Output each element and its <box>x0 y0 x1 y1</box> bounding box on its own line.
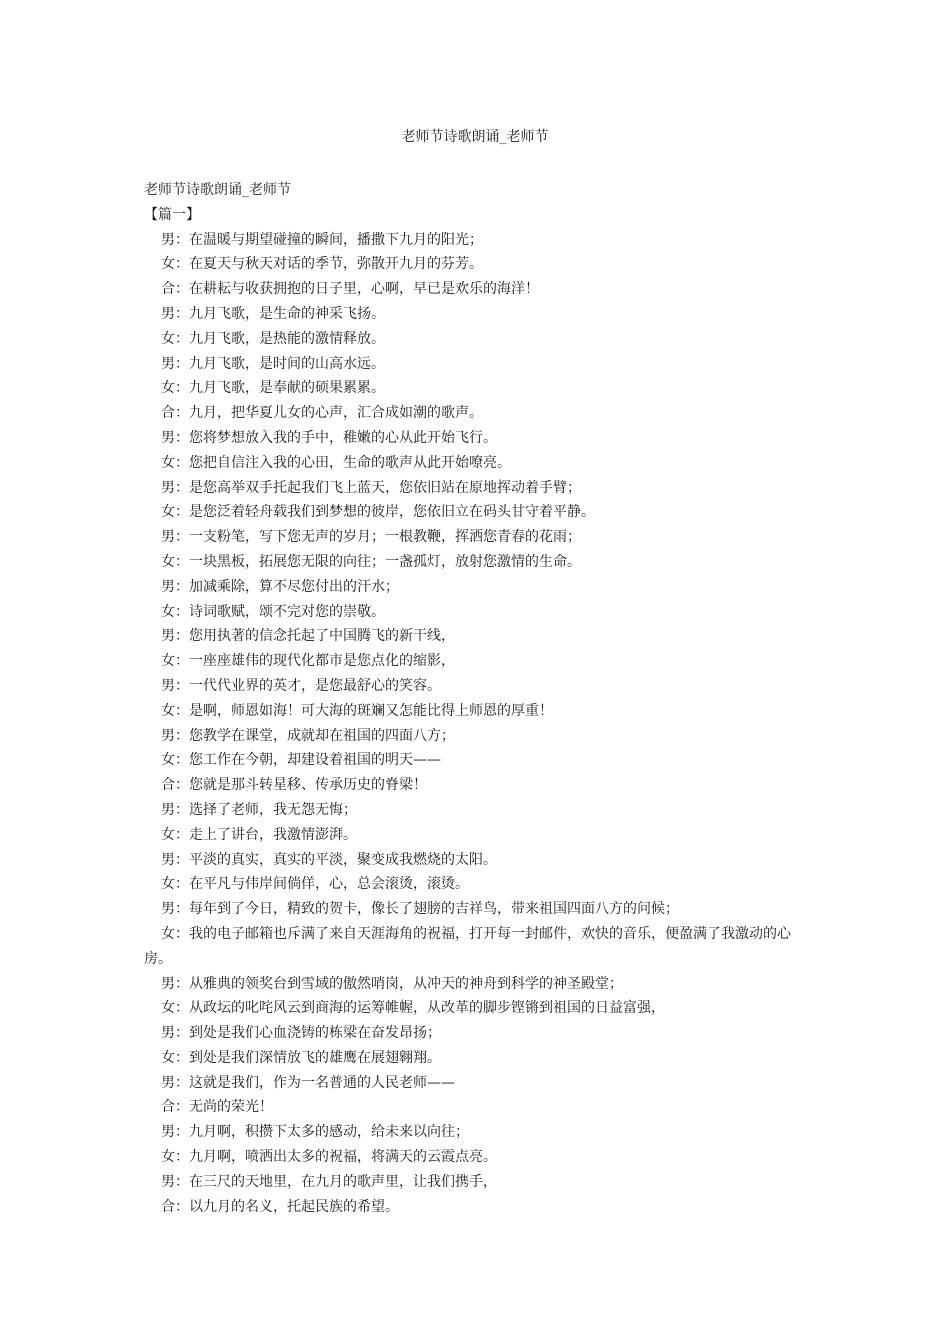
poem-line: 男：到处是我们心血浇铸的栋梁在奋发昂扬； <box>161 1025 441 1042</box>
poem-line: 男：您用执著的信念托起了中国腾飞的新干线， <box>161 628 455 645</box>
poem-line: 合：在耕耘与收获拥抱的日子里，心啊，早已是欢乐的海洋！ <box>161 281 539 298</box>
poem-line: 女：九月啊，喷洒出太多的祝福，将满天的云霞点亮。 <box>161 1149 497 1166</box>
poem-line: 男：一代代业界的英才，是您最舒心的笑容。 <box>161 677 441 694</box>
poem-line: 女：走上了讲台，我激情澎湃。 <box>161 826 357 843</box>
poem-line: 女：在平凡与伟岸间倘佯，心，总会滚烫，滚烫。 <box>161 876 469 893</box>
poem-line: 男：在三尺的天地里，在九月的歌声里，让我们携手， <box>161 1173 497 1190</box>
poem-line: 女：从政坛的叱咤风云到商海的运筹帷幄，从改革的脚步铿锵到祖国的日益富强， <box>161 1000 665 1017</box>
poem-line: 合：无尚的荣光！ <box>161 1099 273 1116</box>
poem-line: 男：九月飞歌，是生命的神采飞扬。 <box>161 305 385 322</box>
poem-line: 男：您将梦想放入我的手中，稚嫩的心从此开始飞行。 <box>161 429 497 446</box>
poem-line: 男：一支粉笔，写下您无声的岁月；一根教鞭，挥洒您青春的花雨； <box>161 529 581 546</box>
poem-lines <box>144 228 814 1220</box>
section-label: 【篇一】 <box>144 206 200 223</box>
poem-line: 男：在温暖与期望碰撞的瞬间，播撒下九月的阳光； <box>161 231 483 248</box>
document-title: 老师节诗歌朗诵_老师节 <box>401 129 549 145</box>
poem-line: 女：您工作在今朝，却建设着祖国的明天—— <box>161 752 441 769</box>
poem-line: 男：加减乘除，算不尽您付出的汗水； <box>161 578 399 595</box>
document-body <box>144 178 814 1219</box>
poem-line: 男：选择了老师，我无怨无悔； <box>161 801 357 818</box>
poem-line: 男：九月啊，积攒下太多的感动，给未来以向往； <box>161 1124 469 1141</box>
poem-line: 女：是啊，师恩如海！可大海的斑斓又怎能比得上师恩的厚重！ <box>161 702 553 719</box>
poem-line: 女：是您泛着轻舟载我们到梦想的彼岸，您依旧立在码头甘守着平静。 <box>161 504 595 521</box>
poem-line: 男：九月飞歌，是时间的山高水远。 <box>161 355 385 372</box>
poem-line: 女：一座座雄伟的现代化都市是您点化的缩影， <box>161 653 455 670</box>
poem-line: 合：您就是那斗转星移、传承历史的脊梁！ <box>161 777 427 794</box>
poem-line: 合：以九月的名义，托起民族的希望。 <box>161 1198 399 1215</box>
poem-line: 女：九月飞歌，是热能的激情释放。 <box>161 330 385 347</box>
poem-line: 女：九月飞歌，是奉献的硕果累累。 <box>161 380 385 397</box>
poem-line: 女：您把自信注入我的心田，生命的歌声从此开始嘹亮。 <box>161 454 511 471</box>
poem-line: 女：诗词歌赋，颂不完对您的崇敬。 <box>161 603 385 620</box>
poem-line: 男：从雅典的领奖台到雪域的傲然哨岗，从冲天的神舟到科学的神圣殿堂； <box>161 975 623 992</box>
poem-line: 男：每年到了今日，精致的贺卡，像长了翅膀的吉祥鸟，带来祖国四面八方的问候； <box>161 901 679 918</box>
poem-line: 男：平淡的真实，真实的平淡，聚变成我燃烧的太阳。 <box>161 851 497 868</box>
poem-line: 男：是您高举双手托起我们飞上蓝天，您依旧站在原地挥动着手臂； <box>161 479 581 496</box>
poem-line: 女：我的电子邮箱也斥满了来自天涯海角的祝福，打开每一封邮件，欢快的音乐，便盈满了我激动的心房。 <box>144 925 791 967</box>
poem-line: 男：您教学在课堂，成就却在祖国的四面八方； <box>161 727 455 744</box>
poem-line: 合：九月，把华夏儿女的心声，汇合成如潮的歌声。 <box>161 405 483 422</box>
poem-line: 女：在夏天与秋天对话的季节，弥散开九月的芬芳。 <box>161 256 483 273</box>
poem-line: 男：这就是我们，作为一名普通的人民老师—— <box>161 1074 455 1091</box>
document-subtitle: 老师节诗歌朗诵_老师节 <box>144 182 291 198</box>
poem-line: 女：到处是我们深情放飞的雄鹰在展翅翱翔。 <box>161 1049 441 1066</box>
poem-line: 女：一块黑板，拓展您无限的向往；一盏孤灯，放射您激情的生命。 <box>161 553 581 570</box>
